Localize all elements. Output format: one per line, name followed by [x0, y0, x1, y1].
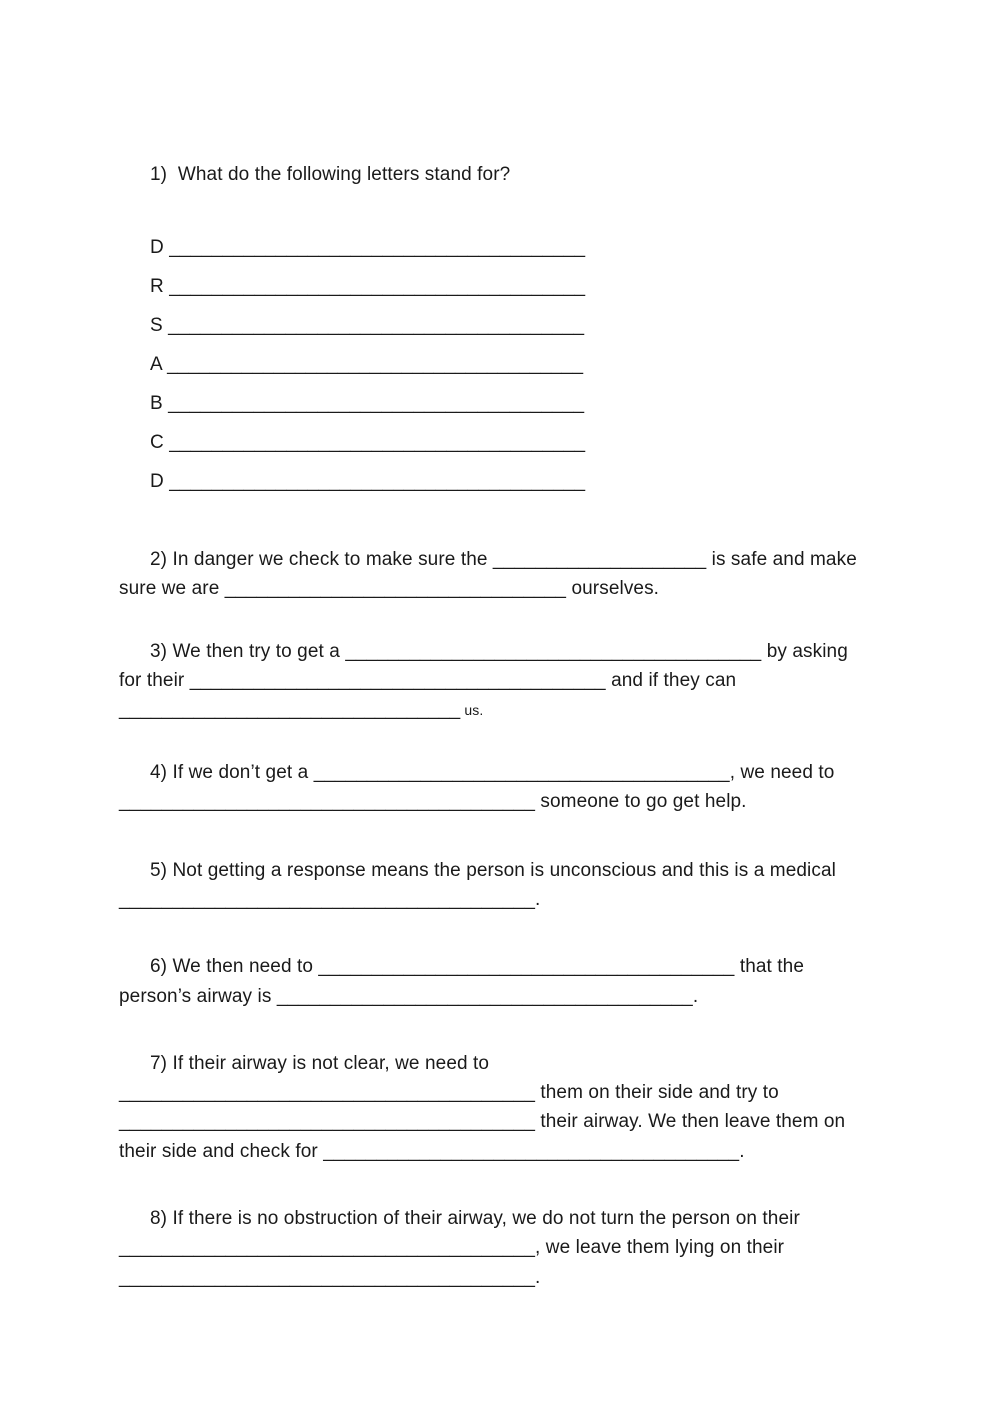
q2-line-2: sure we are ________________________________ ourselves. [119, 578, 660, 599]
q2-line-1: 2) In danger we check to make sure the ____________________ is safe and make [150, 549, 857, 570]
q6-line-2: person’s airway is _______________________________________. [119, 986, 699, 1007]
q8-line-1: 8) If there is no obstruction of their airway, we do not turn the person on their [150, 1208, 800, 1229]
q1-row-s[interactable]: S _______________________________________ [150, 315, 585, 336]
q4-line-1: 4) If we don’t get a _______________________________________, we need to [150, 762, 835, 783]
q3-line-1: 3) We then try to get a _______________________________________ by asking [150, 641, 848, 662]
q1-row-a[interactable]: A _______________________________________ [150, 354, 584, 375]
q4-line-2: _______________________________________ someone to go get help. [119, 791, 747, 812]
q3-blank[interactable]: ________________________________ [119, 699, 461, 720]
q1-row-d[interactable]: D _______________________________________ [150, 237, 586, 258]
q1-prompt: 1) What do the following letters stand for? [150, 164, 511, 185]
q1-row-c[interactable]: C _______________________________________ [150, 432, 586, 453]
q3-line-3 [119, 698, 483, 722]
q6-line-1: 6) We then need to _______________________________________ that the [150, 956, 805, 977]
q8-line-3[interactable]: _______________________________________. [119, 1267, 541, 1288]
q1-row-b[interactable]: B _______________________________________ [150, 393, 585, 414]
q7-line-1: 7) If their airway is not clear, we need to [150, 1053, 490, 1074]
q7-line-4: their side and check for _______________________________________. [119, 1141, 745, 1162]
q3-line-3-end: us. [460, 702, 484, 718]
q7-line-3: _______________________________________ their airway. We then leave them on [119, 1111, 846, 1132]
q8-line-2: _______________________________________, we leave them lying on their [119, 1237, 785, 1258]
q5-line-2[interactable]: _______________________________________. [119, 889, 541, 910]
q3-line-2: for their _______________________________________ and if they can [119, 670, 737, 691]
q7-line-2: _______________________________________ them on their side and try to [119, 1082, 779, 1103]
q1-row-r[interactable]: R _______________________________________ [150, 276, 586, 297]
q5-line-1: 5) Not getting a response means the person is unconscious and this is a medical [150, 860, 836, 881]
q1-row-d2[interactable]: D _______________________________________ [150, 471, 586, 492]
